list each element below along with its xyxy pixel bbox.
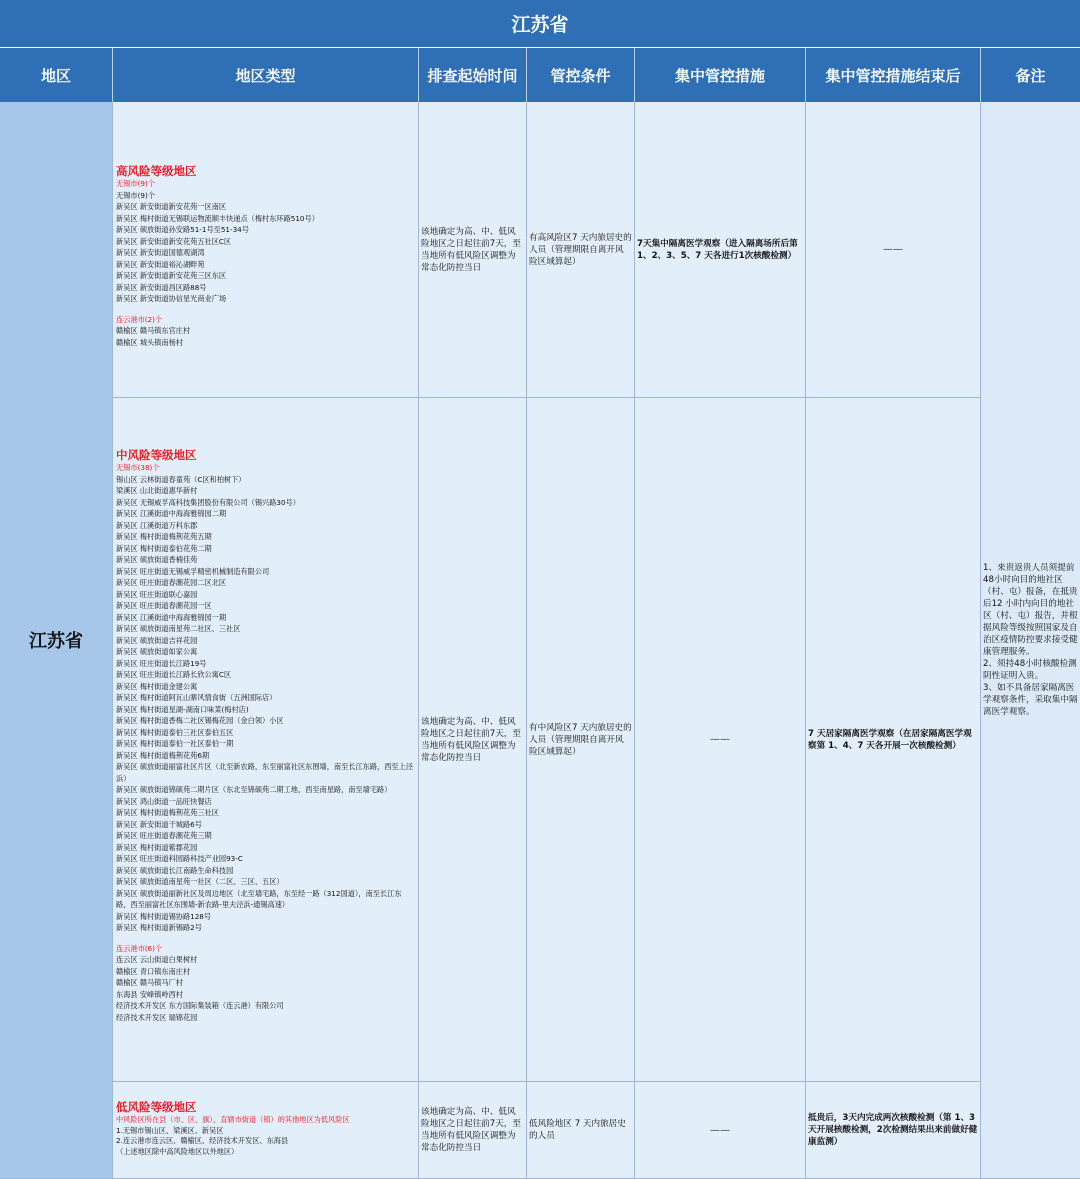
city-label: 连云港市(2)个	[116, 314, 163, 324]
low-start-time: 该地确定为高、中、低风险地区之日起往前7天，至当地所有低风险区调整为常态化防控当日	[419, 1082, 527, 1179]
list-item: （上述地区除中高风险地区以外地区）	[116, 1146, 239, 1156]
list-item: 赣榆区 赣马镇马厂村	[116, 978, 183, 987]
list-item: 新吴区 旺庄街道春潮花园一区	[116, 601, 212, 610]
low-risk-type-cell	[113, 1082, 419, 1179]
list-item: 新吴区 梅村街道无锡联运物流顺丰快递点（梅村东环路510号）	[116, 213, 319, 223]
list-item: 新吴区 新安街道新安花苑五社区C区	[116, 236, 232, 246]
list-item: 新吴区 梅村街道星湖-湖南口味菜(梅村店)	[116, 704, 249, 714]
high-group-1	[116, 190, 415, 305]
city-label: 无锡市(38)个	[116, 463, 160, 472]
list-item: 梁溪区 山北街道惠华新村	[116, 486, 198, 495]
list-item: 新吴区 新安街道新安花苑一区南区	[116, 202, 227, 211]
list-item: 2.连云港市连云区、赣榆区、经济技术开发区、东海县	[116, 1136, 289, 1145]
list-item: 经济技术开发区 瑞锦花园	[116, 1012, 198, 1022]
list-item: 新吴区 梅村街道梅荆花苑6期	[116, 750, 210, 760]
header-start-time: 排查起始时间	[419, 48, 527, 102]
low-after: 抵贵后，3天内完成两次核酸检测（第 1、3天开展核酸检测，2次检测结果出来前做好健康监测）	[806, 1082, 981, 1179]
list-item: 新吴区 硕放街道锦硕苑二期片区（东北至锦硕苑二期工地，西至南星路，南至墙宅路）	[116, 785, 392, 794]
high-risk-list	[116, 179, 415, 348]
list-item: 新吴区 硕放街道吉祥花园	[116, 635, 198, 645]
list-item: 赣榆区 城头镇南杨村	[116, 337, 183, 347]
header-region: 地区	[0, 48, 113, 102]
list-item: 新吴区 梅村街道梅荆花苑三社区	[116, 808, 219, 817]
city-label: 连云港市(6)个	[116, 943, 163, 953]
medium-risk-title: 中风险等级地区	[116, 448, 197, 462]
list-item: 新吴区 梅村街道梅荆花苑五期	[116, 532, 212, 541]
list-item: 新吴区 无锡威孚高科技集团股份有限公司（锡兴路30号）	[116, 497, 300, 507]
list-item: 新吴区 新安街道国德观湖湾	[116, 248, 205, 257]
medium-start-time: 该地确定为高、中、低风险地区之日起往前7天，至当地所有低风险区调整为常态化防控当日	[419, 398, 527, 1082]
list-item: 新吴区 梅村街道金建公寓	[116, 681, 198, 691]
list-item: 新吴区 梅村街道锡协路128号	[116, 911, 212, 921]
list-item: 新吴区 硕放街道如家公寓	[116, 647, 198, 656]
list-item: 新吴区 硕放街道孙安路51-1号至51-34号	[116, 225, 249, 234]
list-item: 新吴区 旺庄街道科园路科技产业园93-C	[116, 854, 243, 863]
medium-after: 7 天居家隔离医学观察（在居家隔离医学观察第 1、4、7 天各开展一次核酸检测）	[806, 398, 981, 1082]
list-item: 新吴区 新安街道新安花苑三区东区	[116, 271, 227, 280]
header-remarks: 备注	[981, 48, 1080, 102]
list-item: 新吴区 梅村街道泰伯三社区泰伯五区	[116, 727, 234, 737]
low-risk-note: 中风险区所在县（市、区、旗），直辖市街道（镇）的其他地区为低风险区	[116, 1115, 350, 1124]
list-item: 新吴区 新安街道协信星光商业广场	[116, 294, 227, 303]
list-item: 新吴区 江溪街道中海海雅锦园一期	[116, 612, 227, 622]
list-item: 新吴区 旺庄街道长江路19号	[116, 658, 207, 668]
header-centralized-measure: 集中管控措施	[635, 48, 806, 102]
list-item: 新吴区 硕放街道丽新社区及周边地区（北至墙宅路，东至经一路（312国道），南至长江东路，西至丽富社区东围墙-新农路-里夫泾浜-通锡高速）	[116, 888, 402, 909]
list-item: 新吴区 硕放街道长江南路生命科技园	[116, 865, 234, 875]
list-item: 新吴区 梅村街道紫郡花园	[116, 842, 198, 852]
list-item: 新吴区 新安街道裕沁湖畔苑	[116, 259, 205, 269]
list-item: 新吴区 旺庄街道联心嘉园	[116, 589, 198, 599]
list-item: 经济技术开发区 东方国际集装箱（连云港）有限公司	[116, 1001, 284, 1010]
header-area-type: 地区类型	[113, 48, 419, 102]
list-item: 新吴区 梅村街道泰伯一社区泰伯一期	[116, 739, 234, 748]
list-item: 东海县 安峰镇岭西村	[116, 989, 183, 999]
low-condition: 低风险地区 7 天内旅居史的人员	[527, 1082, 635, 1179]
list-item: 连云区 云山街道白果树村	[116, 955, 198, 964]
high-risk-type-cell	[113, 102, 419, 398]
list-item: 新吴区 江溪街道万科东郡	[116, 520, 198, 530]
low-risk-title: 低风险等级地区	[116, 1100, 197, 1114]
list-item: 赣榆区 青口镇东南庄村	[116, 966, 191, 976]
list-item: 新吴区 新安街道干城路6号	[116, 819, 202, 829]
list-item: 新吴区 硕放街道丽富社区片区（北至新农路，东至丽富社区东围墙，南至长江东路，西至上泾浜）	[116, 762, 413, 783]
list-item: 新吴区 旺庄街道春潮花园二区北区	[116, 578, 227, 587]
high-risk-title: 高风险等级地区	[116, 164, 197, 178]
remarks-cell	[981, 102, 1080, 1179]
list-item: 1.无锡市锡山区、梁溪区、新吴区	[116, 1125, 224, 1135]
list-item: 锡山区 云林街道春童苑（C区和柏树下）	[116, 474, 246, 484]
high-condition: 有高风险区7 天内旅居史的人员（管理期限自离开风险区域算起）	[527, 102, 635, 398]
low-measure: ——	[635, 1082, 806, 1179]
list-item: 新吴区 硕放街道香楠佳苑	[116, 555, 198, 564]
list-item: 新吴区 江溪街道中海海雅锦园二期	[116, 509, 227, 518]
list-item: 新吴区 梅村街道新锡路2号	[116, 923, 202, 932]
list-item: 新吴区 旺庄街道无锡威孚精密机械制造有限公司	[116, 566, 270, 576]
list-item: 新吴区 硕放街道南星苑二社区、三社区	[116, 624, 241, 633]
remarks-text: 1、来贵返贵人员须提前 48小时向目的地社区（村、屯）报备，在抵贵后12 小时内向目的地社区（村、屯）报告，并根据风险等级按照国家及自治区疫情防控要求接受健康管理服务。 2、须持48小时核酸检测阴性证明入贵。 3、如不具备居家隔离医学观察条件，采取集中隔离医学观察。	[983, 563, 1078, 717]
list-item: 新吴区 旺庄街道春潮花苑三期	[116, 831, 212, 840]
region-cell: 江苏省	[0, 102, 113, 1179]
medium-risk-type-cell	[113, 398, 419, 1082]
high-after: ——	[806, 102, 981, 398]
list-item: 新吴区 梅村街道阿瓦山寨风情食街（五洲国际店）	[116, 693, 277, 702]
list-item: 新吴区 硕放街道南星苑一社区（二区、三区、五区）	[116, 877, 284, 886]
city-label: 无锡市(9)个	[116, 179, 155, 188]
header-after-measure: 集中管控措施结束后	[806, 48, 981, 102]
high-start-time: 该地确定为高、中、低风险地区之日起往前7天，至当地所有低风险区调整为常态化防控当日	[419, 102, 527, 398]
medium-measure: ——	[635, 398, 806, 1082]
list-item: 无锡市(9)个	[116, 190, 155, 200]
high-measure: 7天集中隔离医学观察（进入隔离场所后第 1、2、3、5、7 天各进行1次核酸检测）	[635, 102, 806, 398]
list-item: 新吴区 梅村街道香梅二社区锡梅花园（金白领）小区	[116, 716, 284, 725]
header-control-condition: 管控条件	[527, 48, 635, 102]
list-item: 新吴区 旺庄街道长江路长欣公寓C区	[116, 670, 232, 679]
table-title: 江苏省	[0, 0, 1080, 48]
list-item: 新吴区 梅村街道泰伯花苑二期	[116, 543, 212, 553]
list-item: 新吴区 新安街道昌区路88号	[116, 282, 207, 292]
list-item: 新吴区 鸿山街道一品旺快餐店	[116, 796, 212, 806]
list-item: 赣榆区 赣马镇东官庄村	[116, 326, 191, 335]
medium-condition: 有中风险区7 天内旅居史的人员（管理期限自离开风险区域算起）	[527, 398, 635, 1082]
